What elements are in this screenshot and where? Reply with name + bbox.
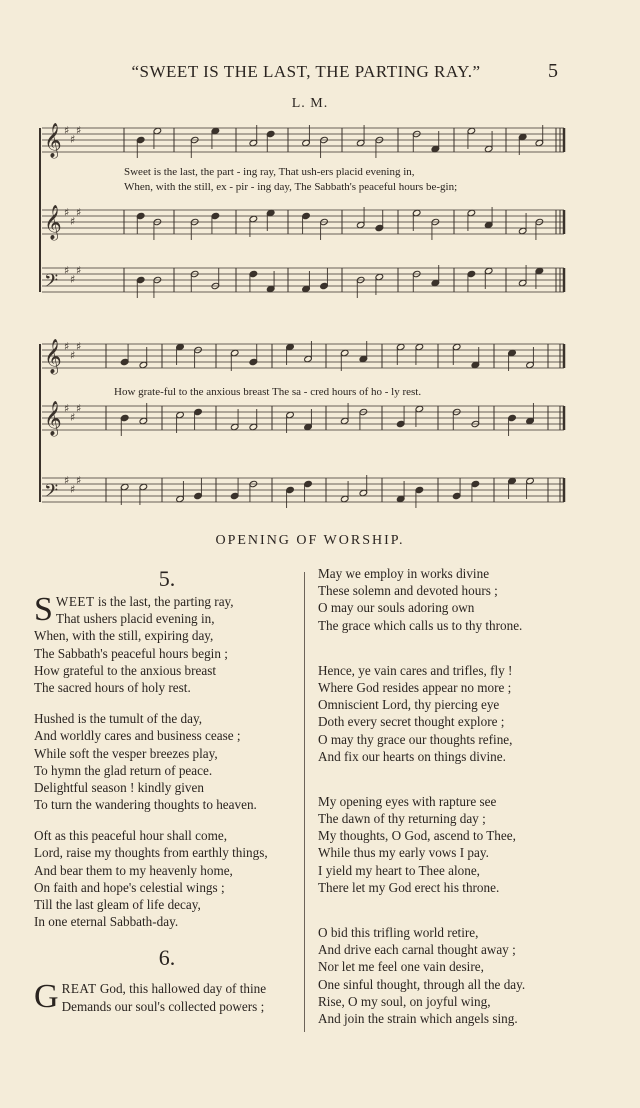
lyric-line: How grate-ful to the anxious breast The sa - cred hours of ho - ly rest. [114, 386, 422, 398]
right-column [318, 565, 588, 1041]
verse-line: May we employ in works divine [318, 566, 490, 581]
sharp-icon: ♯ [76, 340, 82, 353]
verse-line: I yield my heart to Thee alone, [318, 862, 480, 878]
verse-line: When, with the still, expiring day, [34, 628, 214, 644]
hymn-number: 5. [158, 566, 176, 591]
sharp-icon: ♯ [70, 411, 76, 424]
drop-cap: G [34, 978, 59, 1016]
verse-line [34, 980, 300, 997]
verse-line: And drive each carnal thought away ; [318, 942, 516, 958]
verse-line: Till the last gleam of life decay, [34, 897, 201, 913]
page-number: 5 [548, 60, 558, 82]
verse-line: The grace which calls us to thy throne. [318, 617, 523, 633]
sharp-icon: ♯ [64, 124, 70, 137]
sharp-icon: ♯ [70, 215, 76, 228]
sharp-icon: ♯ [70, 273, 76, 286]
verse-line: The dawn of thy returning day ; [318, 811, 486, 827]
verse-line: O bid this trifling world retire, [318, 925, 479, 940]
treble-clef-icon: 𝄞 [44, 339, 62, 374]
verse-line: And worldly cares and business cease ; [34, 728, 241, 744]
verse-line: In one eternal Sabbath-day. [34, 914, 179, 930]
sharp-icon: ♯ [64, 402, 70, 415]
sharp-icon: ♯ [64, 340, 70, 353]
treble-clef-icon: 𝄞 [44, 123, 62, 158]
verse-line: My opening eyes with rapture see [318, 793, 497, 809]
bass-clef-icon: 𝄢 [44, 481, 59, 506]
verse-line: Hence, ye vain cares and trifles, fly ! [318, 662, 513, 678]
verse-line: Oft as this peaceful hour shall come, [34, 828, 227, 844]
score-system-2-staves [36, 338, 566, 518]
sharp-icon: ♯ [70, 483, 76, 496]
verse-line: And bear them to my heavenly home, [34, 862, 233, 878]
verse-line: On faith and hope's celestial wings ; [34, 879, 225, 895]
verse-line: While thus my early vows I pay. [318, 845, 489, 861]
sharp-icon: ♯ [70, 133, 76, 146]
sharp-icon: ♯ [64, 474, 70, 487]
verse-line: One sinful thought, through all the day. [318, 976, 526, 992]
verse-line: O may our souls adoring own [318, 600, 475, 616]
stanza [318, 793, 588, 896]
stanza [34, 827, 300, 930]
score-system-2 [36, 338, 566, 518]
verse-line [34, 593, 300, 610]
stanza [34, 980, 300, 1014]
sharp-icon: ♯ [76, 402, 82, 415]
verse-line: While soft the vesper breezes play, [34, 745, 218, 761]
first-line-rest: God, this hallowed day of thine [96, 981, 267, 997]
first-word: WEET [55, 594, 95, 609]
verse-line: Where God resides appear no more ; [318, 679, 512, 695]
treble-clef-icon: 𝄞 [44, 205, 62, 240]
sharp-icon: ♯ [70, 349, 76, 362]
drop-cap: S [34, 591, 53, 628]
verse-line: Nor let me feel one vain desire, [318, 959, 484, 975]
sharp-icon: ♯ [76, 206, 82, 219]
lyric-line: When, with the still, ex - pir - ing day, The Sabbath's peaceful hours be-gin; [124, 181, 458, 193]
verse-line: Hushed is the tumult of the day, [34, 711, 202, 727]
verse-line: Rise, O my soul, on joyful wing, [318, 993, 491, 1009]
treble-clef-icon: 𝄞 [44, 401, 62, 436]
verse-line: Doth every secret thought explore ; [318, 714, 505, 730]
verse-line: My thoughts, O God, ascend to Thee, [318, 828, 516, 844]
sharp-icon: ♯ [64, 264, 70, 277]
verse-line: Demands our soul's collected powers ; [61, 998, 265, 1014]
sharp-icon: ♯ [76, 124, 82, 137]
left-column [34, 565, 300, 1029]
stanza [34, 593, 300, 696]
verse-line: The Sabbath's peaceful hours begin ; [34, 645, 228, 661]
verse-line: And join the strain which angels sing. [318, 1010, 518, 1026]
verse-line: How grateful to the anxious breast [34, 662, 217, 678]
verse-line: To hymn the glad return of peace. [34, 762, 213, 778]
verse-line: There let my God erect his throne. [318, 879, 500, 895]
hymn-number: 6. [158, 945, 176, 971]
meter-label: L. M. [291, 96, 329, 111]
stanza [318, 662, 588, 765]
stanza [318, 924, 588, 1027]
verse-line: That ushers placid evening in, [55, 611, 215, 627]
lyric-line: Sweet is the last, the part - ing ray, That ush-ers placid evening in, [124, 166, 415, 178]
verse-line: The sacred hours of holy rest. [34, 679, 191, 695]
verse-line: To turn the wandering thoughts to heaven. [34, 797, 257, 813]
score-system-1-staves [36, 118, 566, 308]
verse-line: Delightful season ! kindly given [34, 779, 204, 795]
sharp-icon: ♯ [76, 264, 82, 277]
sharp-icon: ♯ [76, 474, 82, 487]
stanza [34, 710, 300, 813]
verse-line: Omniscient Lord, thy piercing eye [318, 697, 500, 713]
first-line-rest: is the last, the parting ray, [94, 594, 234, 609]
column-divider [304, 572, 305, 1032]
first-word: REAT [61, 981, 97, 997]
stanza [318, 565, 588, 634]
verse-line: Lord, raise my thoughts from earthly things, [34, 845, 268, 861]
score-system-1 [36, 118, 566, 308]
verse-line: And fix our hearts on things divine. [318, 748, 506, 764]
sharp-icon: ♯ [64, 206, 70, 219]
running-title: “SWEET IS THE LAST, THE PARTING RAY.” [131, 62, 481, 81]
bass-clef-icon: 𝄢 [44, 271, 59, 296]
first-lines [34, 593, 300, 627]
verse-line: O may thy grace our thoughts refine, [318, 731, 513, 747]
verse-line: These solemn and devoted hours ; [318, 583, 498, 599]
section-heading: OPENING OF WORSHIP. [215, 533, 405, 548]
